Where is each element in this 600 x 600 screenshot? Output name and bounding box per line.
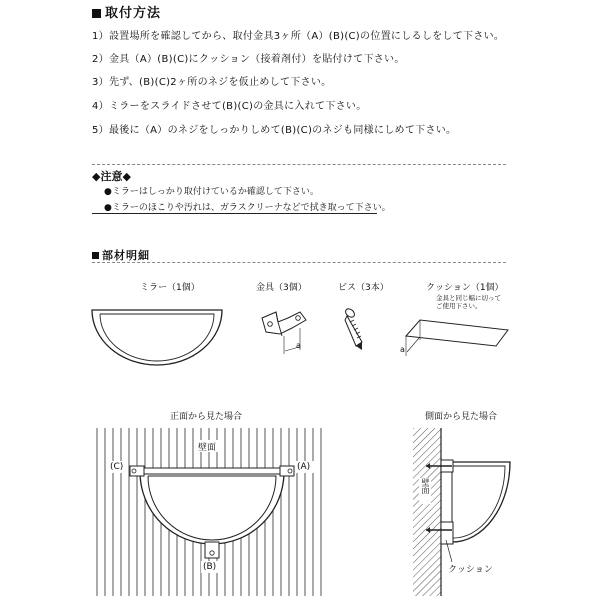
front-label-b: (B) <box>203 562 217 572</box>
install-step-5: 5）最後に（A）のネジをしっかりしめて(B)(C)のネジも同様にしめて下さい。 <box>92 125 457 136</box>
part-label-cushion: クッション（1個） <box>426 283 504 293</box>
install-step-3: 3）先ず、(B)(C)2ヶ所のネジを仮止めして下さい。 <box>92 77 332 88</box>
side-wall <box>413 428 441 596</box>
side-cushion-label: クッション <box>448 565 493 575</box>
caution-item-2: ●ミラーのほこりや汚れは、ガラスクリーナなどで拭き取って下さい。 <box>104 203 391 213</box>
part-label-bracket: 金具（3個） <box>256 283 307 293</box>
install-step-4: 4）ミラーをスライドさせて(B)(C)の金具に入れて下さい。 <box>92 101 367 112</box>
part-label-mirror: ミラー（1個） <box>140 283 200 293</box>
side-view-title: 側面から見た場合 <box>425 412 498 422</box>
cushion-dim-label: a <box>400 345 405 354</box>
bracket-dim-label: a <box>296 341 301 350</box>
side-wall-label: 壁面 <box>421 478 430 494</box>
caution-title: ◆注意◆ <box>92 170 131 183</box>
cushion-note-2: ご使用下さい。 <box>436 302 482 310</box>
parts-title: 部材明細 <box>92 247 150 263</box>
install-step-1: 1）設置場所を確認してから、取付金具3ヶ所（A）(B)(C)の位置にしるしをして下さい。 <box>92 31 505 42</box>
front-view-title: 正面から見た場合 <box>170 412 243 422</box>
install-title: 取付方法 <box>92 2 161 21</box>
front-label-c: (C) <box>110 462 124 472</box>
mirror-side <box>452 462 510 542</box>
caution-item-1: ●ミラーはしっかり取付けているか確認して下さい。 <box>104 187 319 197</box>
part-label-screw: ビス（3本） <box>338 283 389 293</box>
cushion-note-1: 金具と同じ幅に切って <box>436 294 501 302</box>
front-wall-label: 壁面 <box>198 443 217 453</box>
install-step-2: 2）金具（A）(B)(C)にクッション（接着剤付）を貼付けて下さい。 <box>92 54 405 65</box>
front-label-a: (A) <box>297 462 311 472</box>
